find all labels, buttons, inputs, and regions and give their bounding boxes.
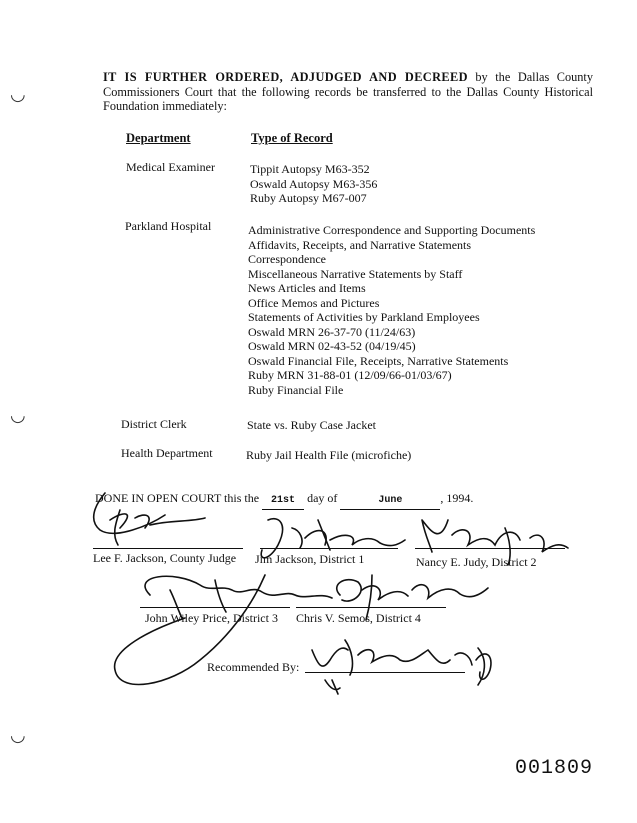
intro-rest: by the Dallas County Commissioners Court that the following records be transferred to the Dallas County Historical Foundation immediately:: [103, 70, 593, 114]
column-header-department: Department: [126, 131, 191, 145]
day-field: 21st: [262, 494, 304, 510]
record-item: News Articles and Items: [248, 281, 366, 295]
punch-hole-mark: ◡: [10, 405, 26, 425]
punch-hole-mark: ◡: [10, 84, 26, 104]
done-suffix: , 1994.: [440, 491, 474, 505]
signatory-district-3: John Wiley Price, District 3: [145, 611, 278, 625]
record-item: Oswald MRN 26-37-70 (11/24/63): [248, 324, 416, 339]
signatory-district-1: Jim Jackson, District 1: [255, 552, 365, 566]
record-item: Administrative Correspondence and Supporting Documents: [248, 223, 536, 237]
month-field: June: [340, 494, 440, 510]
record-item: Affidavits, Receipts, and Narrative Statements: [248, 237, 472, 252]
document-number: 001809: [515, 757, 594, 780]
record-item: Tippit Autopsy M63-352: [250, 162, 370, 176]
record-item: Miscellaneous Narrative Statements by Staff: [248, 266, 463, 281]
signatory-district-4: Chris V. Semos, District 4: [296, 611, 421, 625]
record-item: Office Memos and Pictures: [248, 295, 380, 310]
record-item: Oswald Financial File, Receipts, Narrative Statements: [248, 353, 509, 368]
record-item: State vs. Ruby Case Jacket: [247, 418, 376, 432]
signatory-county-judge: Lee F. Jackson, County Judge: [93, 551, 237, 565]
department-label: Health Department: [121, 446, 213, 460]
record-item: Oswald MRN 02-43-52 (04/19/45): [248, 339, 416, 353]
signatory-district-2: Nancy E. Judy, District 2: [416, 555, 537, 569]
record-item: Correspondence: [248, 252, 326, 266]
punch-hole-mark: ◡: [10, 725, 26, 745]
record-item: Statements of Activities by Parkland Employees: [248, 310, 480, 324]
column-header-type-of-record: Type of Record: [251, 131, 333, 145]
record-item: Ruby MRN 31-88-01 (12/09/66-01/03/67): [248, 368, 452, 382]
record-item: Ruby Financial File: [248, 382, 344, 397]
record-item: Ruby Autopsy M67-007: [250, 191, 367, 205]
recommended-by-label: Recommended By:: [207, 660, 300, 674]
department-label: District Clerk: [121, 417, 187, 431]
department-label: Medical Examiner: [126, 160, 215, 174]
record-item: Ruby Jail Health File (microfiche): [246, 448, 412, 462]
record-item: Oswald Autopsy M63-356: [250, 176, 378, 191]
intro-lead: IT IS FURTHER ORDERED, ADJUDGED AND DECREED: [103, 70, 468, 84]
done-mid: day of: [307, 491, 338, 505]
department-label: Parkland Hospital: [125, 219, 212, 233]
done-prefix: DONE IN OPEN COURT this the: [95, 491, 260, 505]
